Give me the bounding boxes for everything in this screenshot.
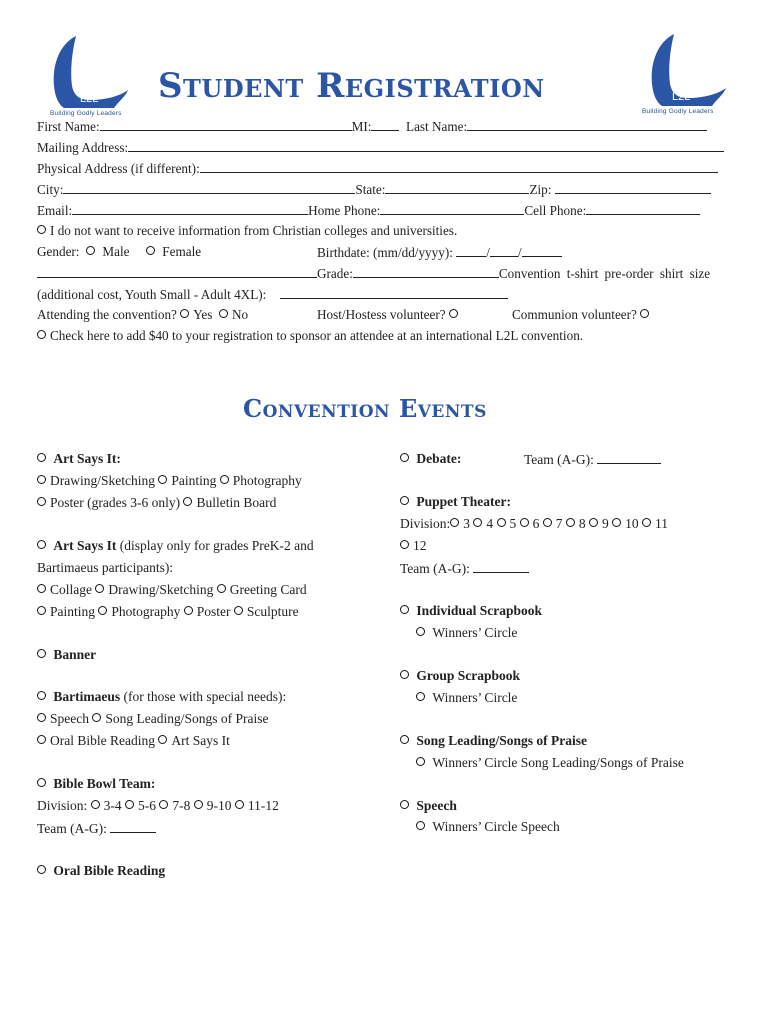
l2l-logo-right	[638, 32, 728, 114]
logo-motto: Building Godly Leaders	[642, 108, 714, 115]
logo-motto: Building Godly Leaders	[50, 110, 122, 117]
division-radio[interactable]	[543, 518, 552, 527]
option-label: 4	[486, 516, 494, 531]
email-label: Email:	[37, 203, 73, 218]
mailing-label: Mailing Address:	[37, 140, 129, 155]
option-label: 9-10	[206, 798, 232, 813]
sponsor-label: Check here to add $40 to your registration to sponsor an attendee at an international L2L convention.	[50, 328, 584, 343]
option-label: Greeting Card	[229, 582, 307, 597]
painting-radio[interactable]	[37, 606, 46, 615]
l2l-logo-left	[40, 34, 130, 116]
birthdate-label: Birthdate: (mm/dd/yyyy):	[317, 245, 453, 260]
birth-day-field[interactable]	[490, 244, 518, 257]
winners-radio[interactable]	[416, 692, 425, 701]
option-label: Bulletin Board	[196, 495, 277, 510]
division-radio[interactable]	[400, 540, 409, 549]
mailing-field[interactable]	[128, 139, 724, 152]
division-radio[interactable]	[194, 800, 203, 809]
debate-radio[interactable]	[400, 453, 409, 462]
option-label: Painting	[50, 604, 96, 619]
first-name-label: First Name:	[37, 119, 100, 134]
physical-field[interactable]	[200, 160, 718, 173]
art-says-it-radio[interactable]	[37, 453, 46, 462]
ind-scrapbook-radio[interactable]	[400, 605, 409, 614]
division-radio[interactable]	[642, 518, 651, 527]
bible-bowl-title: Bible Bowl Team:	[53, 776, 156, 791]
poster-radio[interactable]	[37, 497, 46, 506]
option-label: Poster	[196, 604, 231, 619]
bartimaeus-title: Bartimaeus	[53, 689, 121, 704]
yes-label: Yes	[193, 307, 213, 322]
option-label: Photography	[232, 473, 302, 488]
division-radio[interactable]	[473, 518, 482, 527]
female-label: Female	[162, 244, 202, 259]
song-leading-radio[interactable]	[92, 713, 101, 722]
last-name-field[interactable]	[467, 118, 707, 131]
option-label: 11-12	[247, 798, 279, 813]
banner-radio[interactable]	[37, 649, 46, 658]
option-label: 5-6	[138, 798, 157, 813]
collage-radio[interactable]	[37, 584, 46, 593]
logo-tag: L2L	[672, 91, 691, 103]
shirt-size-field[interactable]	[280, 286, 508, 299]
speech-radio[interactable]	[37, 713, 46, 722]
communion-label: Communion volunteer?	[512, 307, 637, 322]
drawing-radio[interactable]	[95, 584, 104, 593]
option-label: 9	[602, 516, 609, 531]
division-radio[interactable]	[612, 518, 621, 527]
oral-reading-title: Oral Bible Reading	[53, 863, 166, 878]
banner-title: Banner	[53, 647, 97, 662]
bulletin-board-radio[interactable]	[183, 497, 192, 506]
debate-title: Debate:	[416, 451, 462, 466]
division-radio[interactable]	[235, 800, 244, 809]
attending-no-radio[interactable]	[219, 309, 228, 318]
zip-field[interactable]	[555, 181, 711, 194]
name-signature-field[interactable]	[37, 265, 317, 278]
option-label: Art Says It	[171, 733, 230, 748]
first-name-field[interactable]	[100, 118, 352, 131]
bowl-team-field[interactable]	[110, 820, 156, 833]
oral-reading-radio[interactable]	[37, 735, 46, 744]
city-label: City:	[37, 182, 64, 197]
division-radio[interactable]	[589, 518, 598, 527]
team-label: Team (A-G):	[524, 452, 594, 467]
home-phone-label: Home Phone:	[308, 203, 381, 218]
winners-label: Winners’ Circle	[432, 690, 518, 705]
bartimaeus-note: (for those with special needs):	[123, 689, 287, 704]
birth-year-field[interactable]	[522, 244, 562, 257]
puppet-title: Puppet Theater:	[416, 494, 511, 509]
drawing-radio[interactable]	[37, 475, 46, 484]
song-winners-radio[interactable]	[416, 757, 425, 766]
no-info-label: I do not want to receive information from Christian colleges and universities.	[50, 223, 458, 238]
art-display-note: (display only for grades PreK-2 and	[119, 538, 314, 553]
city-field[interactable]	[63, 181, 355, 194]
attending-yes-radio[interactable]	[180, 309, 189, 318]
male-radio[interactable]	[86, 246, 95, 255]
art-display-radio[interactable]	[37, 540, 46, 549]
state-label: State:	[355, 182, 386, 197]
poster-radio[interactable]	[184, 606, 193, 615]
host-label: Host/Hostess volunteer?	[317, 307, 446, 322]
gender-label: Gender:	[37, 244, 80, 259]
option-label: Drawing/Sketching	[108, 582, 214, 597]
grade-field[interactable]	[353, 265, 499, 278]
puppet-team-field[interactable]	[473, 560, 529, 573]
art-display-note2: Bartimaeus participants):	[37, 560, 174, 575]
option-label: 12	[413, 538, 427, 553]
winners-label: Winners’ Circle	[432, 625, 518, 640]
greeting-card-radio[interactable]	[217, 584, 226, 593]
option-label: Painting	[171, 473, 217, 488]
option-label: Poster (grades 3-6 only)	[50, 495, 181, 510]
team-label: Team (A-G):	[37, 821, 107, 836]
photography-radio[interactable]	[98, 606, 107, 615]
division-radio[interactable]	[520, 518, 529, 527]
photography-radio[interactable]	[220, 475, 229, 484]
speech-winners-label: Winners’ Circle Speech	[432, 819, 560, 834]
home-phone-field[interactable]	[380, 202, 524, 215]
events-title: Convention Events	[243, 394, 487, 423]
option-label: 6	[532, 516, 540, 531]
sculpture-radio[interactable]	[234, 606, 243, 615]
page-title: Student Registration	[158, 66, 545, 106]
state-field[interactable]	[385, 181, 529, 194]
host-radio[interactable]	[449, 309, 458, 318]
option-label: 11	[655, 516, 669, 531]
physical-label: Physical Address (if different):	[37, 161, 200, 176]
speech-winners-radio[interactable]	[416, 821, 425, 830]
bible-bowl-radio[interactable]	[37, 778, 46, 787]
option-label: Photography	[111, 604, 181, 619]
division-label: Division:	[37, 798, 88, 813]
option-label: Collage	[50, 582, 92, 597]
no-info-radio[interactable]	[37, 225, 46, 234]
attending-label: Attending the convention?	[37, 307, 177, 322]
division-label: Division:	[400, 516, 451, 531]
option-label: Sculpture	[246, 604, 299, 619]
female-radio[interactable]	[146, 246, 155, 255]
speech-title: Speech	[416, 798, 457, 813]
additional-cost-label: (additional cost, Youth Small - Adult 4XL):	[37, 287, 267, 302]
art-display-title: Art Says It	[53, 538, 117, 553]
communion-radio[interactable]	[640, 309, 649, 318]
division-radio[interactable]	[497, 518, 506, 527]
mi-field[interactable]	[371, 118, 399, 131]
art-says-it-title: Art Says It:	[53, 451, 121, 466]
option-label: 10	[625, 516, 639, 531]
option-label: 8	[578, 516, 586, 531]
winners-radio[interactable]	[416, 627, 425, 636]
tshirt-label: Convention t-shirt pre-order shirt size	[498, 266, 711, 281]
painting-radio[interactable]	[158, 475, 167, 484]
debate-team-field[interactable]	[597, 451, 661, 464]
email-field[interactable]	[72, 202, 308, 215]
cell-phone-label: Cell Phone:	[524, 203, 587, 218]
group-scrapbook-title: Group Scrapbook	[416, 668, 521, 683]
division-radio[interactable]	[159, 800, 168, 809]
bartimaeus-radio[interactable]	[37, 691, 46, 700]
team-label: Team (A-G):	[400, 561, 470, 576]
division-radio[interactable]	[566, 518, 575, 527]
mi-label: MI:	[351, 119, 372, 134]
division-radio[interactable]	[91, 800, 100, 809]
no-label: No	[232, 307, 249, 322]
male-label: Male	[102, 244, 130, 259]
speech-radio[interactable]	[400, 800, 409, 809]
logo-tag: L2L	[80, 93, 99, 105]
group-scrapbook-radio[interactable]	[400, 670, 409, 679]
song-leading-title: Song Leading/Songs of Praise	[416, 733, 588, 748]
option-label: Drawing/Sketching	[50, 473, 155, 488]
cell-phone-field[interactable]	[586, 202, 700, 215]
option-label: Song Leading/Songs of Praise	[105, 711, 269, 726]
art-says-it-radio[interactable]	[158, 735, 167, 744]
option-label: Speech	[50, 711, 89, 726]
birth-month-field[interactable]	[456, 244, 486, 257]
song-winners-label: Winners’ Circle Song Leading/Songs of Praise	[432, 755, 684, 770]
sponsor-radio[interactable]	[37, 330, 46, 339]
option-label: 7-8	[172, 798, 191, 813]
last-name-label: Last Name:	[406, 119, 468, 134]
division-radio[interactable]	[450, 518, 459, 527]
puppet-radio[interactable]	[400, 496, 409, 505]
ind-scrapbook-title: Individual Scrapbook	[416, 603, 543, 618]
song-leading-radio[interactable]	[400, 735, 409, 744]
zip-label: Zip:	[529, 182, 552, 197]
slash: /	[486, 245, 490, 260]
slash: /	[517, 245, 522, 260]
option-label: 3	[463, 516, 471, 531]
option-label: 5	[509, 516, 517, 531]
option-label: 7	[555, 516, 563, 531]
division-radio[interactable]	[125, 800, 134, 809]
oral-reading-radio[interactable]	[37, 865, 46, 874]
grade-label: Grade:	[317, 266, 353, 281]
option-label: Oral Bible Reading	[50, 733, 155, 748]
option-label: 3-4	[103, 798, 122, 813]
